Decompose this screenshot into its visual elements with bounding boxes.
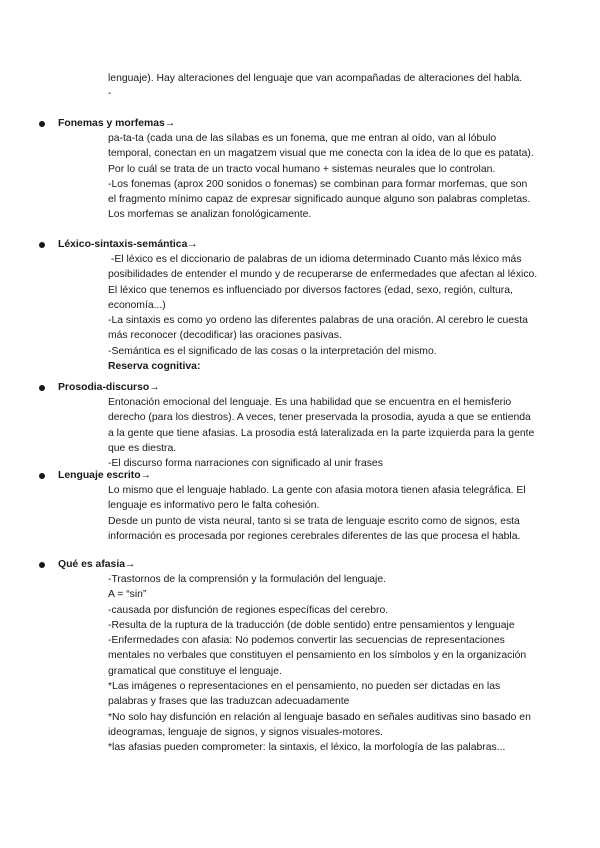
paragraph: -El discurso forma narraciones con significado al unir frases bbox=[108, 458, 383, 470]
bullet-icon bbox=[39, 473, 45, 479]
paragraph: Lo mismo que el lenguaje hablado. La gente con afasia motora tienen afasia telegráfica. El lenguaje es informativo pero le falta cohesión. bbox=[108, 485, 526, 512]
bullet-icon bbox=[39, 562, 45, 568]
section-heading: Lenguaje escrito→ bbox=[58, 470, 151, 481]
section-heading: Prosodia-discurso→ bbox=[58, 382, 160, 393]
section-heading: Léxico-sintaxis-semántica→ bbox=[58, 239, 198, 250]
paragraph: *Las imágenes o representaciones en el pensamiento, no pueden ser dictadas en las palabras y frases que las traduzcan adecuadamente bbox=[108, 681, 501, 708]
paragraph: -El léxico es el diccionario de palabras de un idioma determinado Cuanto más léxico más posibilidades de entender el mundo y de recuperarse de enfermedades que afectan al léxico. El léxico que tenemos es influenciado por diversos factores (edad, sexo, región, cultura, economía...) bbox=[108, 254, 541, 311]
paragraph: -La sintaxis es como yo ordeno las diferentes palabras de una oración. Al cerebro le cuesta más reconocer (decodificar) las oraciones pasivas. bbox=[108, 315, 528, 342]
paragraph: A = “sin” bbox=[108, 589, 147, 601]
paragraph: -Resulta de la ruptura de la traducción (de doble sentido) entre pensamientos y lenguaje bbox=[108, 619, 515, 631]
bullet-icon bbox=[39, 385, 45, 391]
paragraph: -Semántica es el significado de las cosas o la interpretación del mismo. bbox=[108, 345, 437, 357]
section-heading: Fonemas y morfemas→ bbox=[58, 118, 176, 129]
paragraph: *No solo hay disfunción en relación al lenguaje basado en señales auditivas sino basado en ideogramas, lenguaje de signos, y signos visuales-motores. bbox=[108, 711, 531, 738]
paragraph: -causada por disfunción de regiones específicas del cerebro. bbox=[108, 604, 389, 616]
bullet-icon bbox=[39, 242, 45, 248]
paragraph: -Trastornos de la comprensión y la formulación del lenguaje. bbox=[108, 574, 386, 585]
intro-dash: - bbox=[108, 88, 112, 100]
bullet-icon bbox=[39, 121, 45, 127]
paragraph: Desde un punto de vista neural, tanto si se trata de lenguaje escrito como de signos, esta información es procesada por regiones cerebrales diferentes de las que procesa el habla. bbox=[108, 515, 521, 542]
paragraph: Entonación emocional del lenguaje. Es una habilidad que se encuentra en el hemisferio derecho (para los diestros). A veces, tener preservada la prosodia, ayuda a que se entienda a la gente que tiene afasias. La prosodia está lateralizada en la parte izquierda para la gente que es diestra. bbox=[108, 397, 535, 454]
section-heading: Qué es afasia→ bbox=[58, 559, 136, 570]
paragraph: *las afasias pueden comprometer: la sintaxis, el léxico, la morfología de las palabras... bbox=[108, 742, 506, 754]
paragraph: pa-ta-ta (cada una de las sílabas es un fonema, que me entran al oído, van al lóbulo temporal, conectan en un magatzem visual que me conecta con la idea de lo que es patata). Por lo cuál se trata de un tracto vocal humano + sistemas neurales que lo controlan. bbox=[108, 133, 534, 175]
intro-block bbox=[108, 71, 538, 102]
subheading: Reserva cognitiva: bbox=[108, 361, 201, 373]
intro-paragraph: lenguaje). Hay alteraciones del lenguaje que van acompañadas de alteraciones del habla. bbox=[108, 73, 523, 84]
paragraph: -Enfermedades con afasia: No podemos convertir las secuencias de representaciones mentales no verbales que constituyen el pensamiento en los símbolos y en la organización gramatical que constituye el lenguaje. bbox=[108, 635, 527, 677]
paragraph: -Los fonemas (aprox 200 sonidos o fonemas) se combinan para formar morfemas, que son el fragmento mínimo capaz de expresar significado aunque alguno son palabras completas. Los morfemas se analizan fonológicamente. bbox=[108, 178, 531, 221]
